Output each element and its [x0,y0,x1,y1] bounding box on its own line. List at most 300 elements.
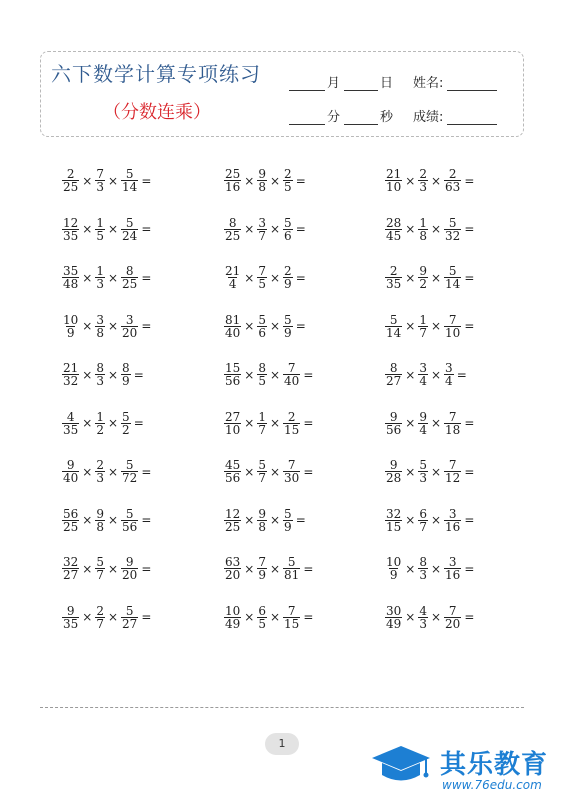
equals-symbol: = [141,319,152,333]
times-symbol: × [82,513,93,527]
fraction-numerator: 5 [258,312,266,327]
fraction-numerator: 9 [66,603,75,618]
fraction-denominator: 4 [419,422,427,437]
fraction [418,605,428,630]
fraction [385,508,402,533]
equals-symbol: = [141,270,152,285]
fraction [257,411,267,436]
fraction [385,556,402,581]
fraction-numerator: 3 [445,361,453,375]
fraction-denominator: 81 [284,568,300,582]
times-symbol: × [107,416,119,430]
fraction [224,605,241,630]
times-symbol: × [269,367,281,382]
fraction [257,459,267,484]
fraction-denominator: 14 [122,180,138,194]
fraction [95,362,105,387]
fraction-denominator: 14 [386,325,402,340]
times-symbol: × [269,173,281,188]
times-symbol: × [430,173,442,188]
times-symbol: × [269,464,281,479]
fraction [444,265,461,290]
fraction-denominator: 8 [258,519,266,534]
fraction-denominator: 56 [225,374,241,388]
times-symbol: × [244,367,255,382]
equals-symbol: = [295,319,306,333]
fraction-denominator: 4 [419,374,427,388]
fraction [224,265,241,290]
second-blank [344,112,378,125]
equals-symbol: = [464,561,475,576]
fraction [418,314,428,339]
fraction [95,217,105,242]
fraction-denominator: 2 [122,422,130,437]
problem-item [62,362,147,387]
fraction [95,168,105,193]
fraction [121,265,138,290]
fraction-numerator: 7 [287,603,296,618]
fraction-denominator: 3 [96,180,104,194]
fraction-numerator: 2 [96,603,104,618]
times-symbol: × [107,610,119,624]
fraction [95,411,105,436]
fraction-denominator: 4 [445,374,453,388]
fraction-numerator: 9 [125,555,134,569]
fraction-numerator: 1 [419,312,427,327]
fraction [385,217,402,242]
fraction-denominator: 3 [419,180,427,194]
fraction-numerator: 8 [125,264,134,278]
times-symbol: × [244,513,255,527]
fraction-denominator: 15 [284,616,300,631]
name-label: 姓名: [413,76,444,91]
fraction-numerator: 1 [96,264,104,278]
fraction-numerator: 5 [96,555,104,569]
fraction [418,508,428,533]
fraction-denominator: 35 [63,228,79,243]
fraction [95,459,105,484]
fraction-numerator: 6 [258,603,266,618]
times-symbol: × [107,464,119,479]
equals-symbol: = [295,513,306,527]
fraction-numerator: 28 [386,215,402,230]
times-symbol: × [244,222,255,236]
fraction-denominator: 20 [225,568,241,582]
fraction [385,314,402,339]
fraction [444,168,461,193]
fraction [283,314,293,339]
fraction-numerator: 2 [389,264,398,278]
day-label: 日 [380,76,394,91]
fraction-numerator: 10 [225,603,241,618]
fraction-numerator: 9 [96,506,104,521]
times-symbol: × [405,513,416,527]
fraction [385,265,402,290]
fraction-numerator: 9 [258,506,266,521]
times-symbol: × [269,561,281,576]
fraction-denominator: 63 [445,180,461,194]
fraction-denominator: 7 [258,471,266,485]
fraction-numerator: 10 [63,312,79,327]
equals-symbol: = [303,416,314,430]
fraction-numerator: 7 [287,458,296,472]
fraction-denominator: 32 [445,228,461,243]
fraction-denominator: 5 [258,277,266,291]
fraction-denominator: 18 [445,422,461,437]
fraction-denominator: 30 [284,471,300,485]
fraction [257,556,267,581]
problem-item [385,556,477,581]
fraction-denominator: 9 [389,568,398,582]
fraction [121,605,138,630]
fraction-denominator: 5 [284,180,292,194]
fraction-numerator: 5 [125,506,134,521]
fraction [385,168,402,193]
fraction-numerator: 3 [96,312,104,327]
fraction-denominator: 9 [284,519,292,534]
fraction [283,605,300,630]
score-blank [447,112,497,125]
times-symbol: × [405,222,416,236]
equals-symbol: = [464,513,475,527]
fraction-denominator: 27 [63,568,79,582]
times-symbol: × [244,173,255,188]
fraction-numerator: 7 [448,458,457,472]
problem-item [385,217,477,242]
fraction-denominator: 9 [122,374,130,388]
times-symbol: × [430,561,442,576]
equals-symbol: = [456,367,467,382]
fraction [224,314,241,339]
fraction-numerator: 1 [419,215,427,230]
fraction [121,508,138,533]
problem-item [224,168,309,193]
fraction-denominator: 16 [445,519,461,534]
fraction [257,217,267,242]
times-symbol: × [269,270,281,285]
times-symbol: × [405,416,416,430]
times-symbol: × [244,416,255,430]
fraction-denominator: 16 [445,568,461,582]
fraction [95,605,105,630]
equals-symbol: = [295,222,306,236]
fraction-numerator: 5 [284,312,292,327]
fraction [283,168,293,193]
fraction-numerator: 5 [122,409,130,424]
fraction-denominator: 4 [228,277,237,291]
equals-symbol: = [141,610,152,624]
fraction-numerator: 27 [225,409,241,424]
fraction [121,411,131,436]
fraction-denominator: 8 [96,325,104,340]
fraction [62,411,79,436]
problem-item [385,411,477,436]
fraction-denominator: 2 [96,422,104,437]
fraction-numerator: 45 [225,458,241,472]
fraction-denominator: 25 [225,519,241,534]
fraction-numerator: 9 [389,458,398,472]
equals-symbol: = [464,416,475,430]
fraction-denominator: 7 [96,568,104,582]
fraction-numerator: 1 [96,215,104,230]
score-label: 成绩: [413,110,444,125]
times-symbol: × [405,367,416,382]
fraction-numerator: 2 [284,264,292,278]
fraction-denominator: 15 [284,422,300,437]
fraction [283,508,293,533]
fraction-numerator: 21 [386,167,402,181]
problem-item [224,508,309,533]
page-number: 1 [265,733,299,755]
fraction-denominator: 10 [225,422,241,437]
fraction [224,556,241,581]
fraction-denominator: 7 [419,325,427,340]
fraction-numerator: 9 [66,458,75,472]
times-symbol: × [82,319,93,333]
fraction-denominator: 7 [258,422,266,437]
fraction [444,508,461,533]
equals-symbol: = [295,173,306,188]
fraction [418,556,428,581]
fraction-denominator: 9 [258,568,266,582]
fraction [95,265,105,290]
fraction-numerator: 5 [125,215,134,230]
equals-symbol: = [133,416,144,430]
problem-item [385,362,470,387]
problem-item [62,265,154,290]
fraction-denominator: 35 [386,277,402,291]
fraction-numerator: 8 [389,361,398,375]
times-symbol: × [107,513,119,527]
fraction-denominator: 16 [225,180,241,194]
fraction-denominator: 49 [225,616,241,631]
fraction-numerator: 4 [66,409,75,424]
fraction [62,459,79,484]
fraction-denominator: 7 [96,616,104,631]
fraction [62,314,79,339]
fraction-denominator: 25 [122,277,138,291]
fraction-numerator: 2 [96,458,104,472]
times-symbol: × [430,464,442,479]
times-symbol: × [269,319,281,333]
fraction-denominator: 40 [63,471,79,485]
fraction [62,362,79,387]
fraction-numerator: 4 [419,603,427,618]
equals-symbol: = [464,464,475,479]
times-symbol: × [107,319,119,333]
equals-symbol: = [303,367,314,382]
problem-item [62,556,154,581]
equals-symbol: = [464,173,475,188]
fraction-numerator: 21 [63,361,79,375]
fraction-denominator: 14 [445,277,461,291]
times-symbol: × [82,173,93,188]
fraction [62,168,79,193]
fraction-numerator: 12 [63,215,79,230]
equals-symbol: = [303,610,314,624]
fraction [62,605,79,630]
times-symbol: × [269,222,281,236]
fraction-denominator: 5 [258,374,266,388]
problem-item [224,217,309,242]
fraction [385,459,402,484]
fraction-denominator: 9 [284,277,292,291]
fraction [444,314,461,339]
fraction [62,265,79,290]
equals-symbol: = [141,464,152,479]
name-blank [447,78,497,91]
fraction-numerator: 7 [448,312,457,327]
fraction-denominator: 7 [419,519,427,534]
fraction [224,411,241,436]
fraction [224,459,241,484]
problem-item [62,411,147,436]
fraction-numerator: 63 [225,555,241,569]
fraction-numerator: 5 [287,555,296,569]
fraction-denominator: 24 [122,228,138,243]
fraction-numerator: 8 [96,361,104,375]
times-symbol: × [107,367,119,382]
times-symbol: × [82,610,93,624]
fraction-numerator: 3 [419,361,427,375]
times-symbol: × [405,173,416,188]
month-blank [289,78,325,91]
footer-divider [40,707,524,708]
fraction-numerator: 7 [258,555,266,569]
times-symbol: × [82,561,93,576]
fraction-numerator: 5 [258,458,266,472]
times-symbol: × [405,319,416,333]
fraction-numerator: 7 [448,603,457,618]
fraction [62,508,79,533]
fraction-numerator: 81 [225,312,241,327]
problem-item [385,168,477,193]
fraction-denominator: 27 [122,616,138,631]
fraction-numerator: 9 [389,409,398,424]
fraction-denominator: 20 [122,568,138,582]
fraction-denominator: 45 [386,228,402,243]
problem-item [385,265,477,290]
fraction-numerator: 8 [228,215,237,230]
fraction [385,362,402,387]
fraction [418,362,428,387]
times-symbol: × [244,561,255,576]
date-name-row [287,72,499,91]
fraction [62,556,79,581]
fraction-denominator: 32 [63,374,79,388]
fraction-numerator: 12 [225,506,241,521]
times-symbol: × [405,464,416,479]
fraction-denominator: 9 [284,325,292,340]
fraction-numerator: 25 [225,167,241,181]
problem-item [224,605,316,630]
fraction-numerator: 3 [125,312,134,327]
fraction-numerator: 5 [125,167,134,181]
fraction-numerator: 7 [448,409,457,424]
fraction-numerator: 5 [284,215,292,230]
problem-item [62,168,154,193]
worksheet-subtitle: （分数连乘） [103,102,211,123]
fraction [224,168,241,193]
fraction [283,265,293,290]
fraction-numerator: 7 [258,264,266,278]
fraction-numerator: 8 [122,361,130,375]
times-symbol: × [244,464,255,479]
problem-item [385,459,477,484]
fraction-numerator: 5 [448,215,457,230]
equals-symbol: = [303,464,314,479]
fraction-numerator: 9 [419,264,427,278]
fraction-denominator: 9 [66,325,75,340]
fraction-denominator: 15 [386,519,402,534]
fraction [224,217,241,242]
problem-item [385,508,477,533]
fraction [283,459,300,484]
fraction [444,362,454,387]
times-symbol: × [244,610,255,624]
times-symbol: × [244,319,255,333]
fraction-numerator: 2 [287,409,296,424]
fraction-denominator: 7 [258,228,266,243]
fraction-denominator: 27 [386,374,402,388]
month-label: 月 [327,76,341,91]
fraction [444,556,461,581]
fraction-denominator: 72 [122,471,138,485]
fraction [257,168,267,193]
times-symbol: × [82,367,93,382]
fraction [95,556,105,581]
fraction [385,411,402,436]
problem-item [62,508,154,533]
fraction-numerator: 56 [63,506,79,521]
times-symbol: × [405,610,416,624]
fraction [95,508,105,533]
times-symbol: × [82,222,93,236]
times-symbol: × [405,561,416,576]
fraction-numerator: 5 [448,264,457,278]
problem-item [224,265,309,290]
problem-item [62,314,154,339]
fraction [257,362,267,387]
fraction-denominator: 8 [258,180,266,194]
logo-url: www.76edu.com [442,778,542,792]
fraction [121,362,131,387]
equals-symbol: = [141,561,152,576]
times-symbol: × [430,319,442,333]
times-symbol: × [107,561,119,576]
equals-symbol: = [464,222,475,236]
fraction [283,217,293,242]
fraction-numerator: 7 [287,361,296,375]
fraction [62,217,79,242]
fraction-numerator: 2 [419,167,427,181]
fraction [444,459,461,484]
fraction-numerator: 3 [448,506,457,521]
fraction [257,314,267,339]
times-symbol: × [82,270,93,285]
fraction-numerator: 8 [258,361,266,375]
fraction-numerator: 2 [448,167,457,181]
minute-blank [289,112,325,125]
fraction-denominator: 28 [386,471,402,485]
fraction [95,314,105,339]
time-score-row [287,106,499,125]
fraction [257,605,267,630]
fraction [283,556,300,581]
fraction-numerator: 6 [419,506,427,521]
fraction-denominator: 5 [96,228,104,243]
fraction-numerator: 5 [125,458,134,472]
